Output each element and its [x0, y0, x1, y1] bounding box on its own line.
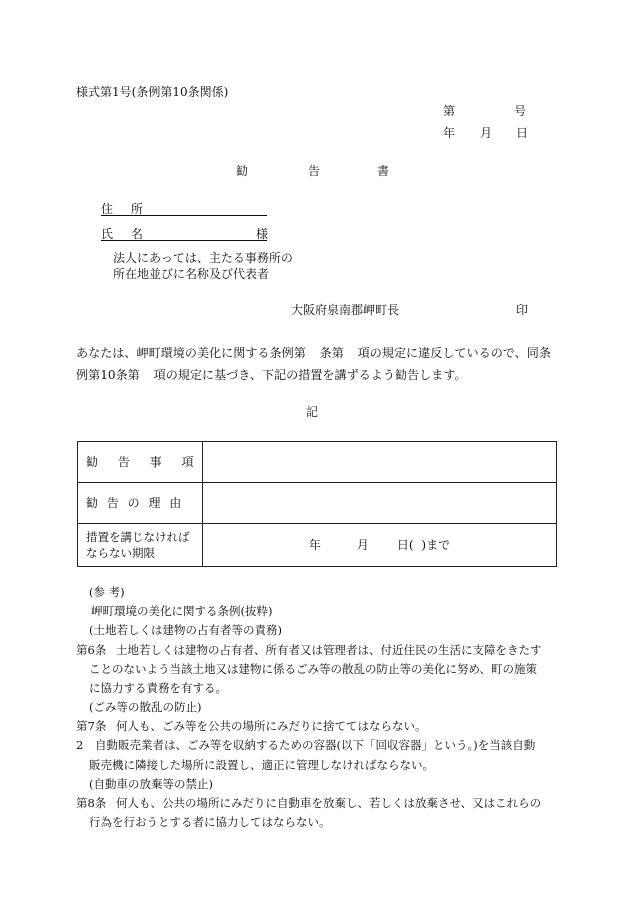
sec6-line2: ことのないよう当該土地又は建物に係るごみ等の散乱の防止等の美化に努め、町の施策 [89, 662, 538, 676]
corp-note-line2: 所在地並びに名称及び代表者 [113, 267, 270, 281]
sec7-2-line1: 2 自動販売業者は、ごみ等を収納するための容器(以下「回収容器」という。)を当該自動 [76, 738, 536, 752]
row-value-reason [203, 483, 557, 524]
form-number: 様式第1号(条例第10条関係) [76, 85, 229, 99]
deadline-month: 月 [356, 538, 369, 552]
address-label: 住 所 [101, 202, 143, 216]
sec8-line1: 第8条 何人も、公共の場所にみだりに自動車を放棄し、若しくは放棄させ、又はこれらの [76, 796, 542, 810]
date-year: 年 [443, 126, 456, 140]
table-row [78, 524, 557, 567]
reference-heading: (参 考) [89, 585, 125, 599]
row-value-deadline [203, 524, 557, 567]
sec6-caption: (土地若しくは建物の占有者等の責務) [89, 623, 282, 637]
table-row [78, 483, 557, 524]
doc-number-prefix: 第 [443, 104, 456, 118]
ordinance-title: 岬町環境の美化に関する条例(抜粋) [91, 604, 273, 618]
body-text-line2: 例第10条第 項の規定に基づき、下記の措置を講ずるよう勧告します。 [76, 368, 467, 382]
sec7-caption: (ごみ等の散乱の防止) [89, 700, 202, 714]
date-day: 日 [516, 126, 529, 140]
sec7-2-line2: 販売機に隣接した場所に設置し、適正に管理しなければならない。 [89, 758, 434, 772]
seal-mark: 印 [516, 303, 529, 317]
deadline-year: 年 [308, 538, 321, 552]
document-title-part3: 書 [377, 164, 390, 178]
name-label: 氏 名 [101, 227, 143, 241]
sec8-caption: (自動車の放棄等の禁止) [89, 777, 213, 791]
deadline-day-until: 日( )まで [396, 538, 451, 552]
sec7-line1: 第7条 何人も、ごみ等を公共の場所にみだりに捨ててはならない。 [76, 719, 427, 733]
body-text-line1: あなたは、岬町環境の美化に関する条例第 条第 項の規定に違反しているので、同条 [76, 346, 551, 360]
doc-number-suffix: 号 [514, 104, 527, 118]
row-value-items [203, 442, 557, 483]
address-underline [101, 215, 267, 216]
corp-note-line1: 法人にあっては、主たる事務所の [113, 251, 293, 265]
row-label-deadline: 措置を講じなければならない期限 [78, 524, 203, 567]
document-title-part2: 告 [308, 164, 321, 178]
sec6-line1: 第6条 土地若しくは建物の占有者、所有者又は管理者は、付近住民の生活に支障をきたす [76, 643, 542, 657]
name-underline [101, 240, 267, 241]
date-month: 月 [480, 126, 493, 140]
table-row [78, 442, 557, 483]
recommendation-table [77, 441, 557, 567]
sec6-line3: に協力する責務を有する。 [89, 681, 227, 695]
row-label-reason: 勧 告 の 理 由 [78, 483, 203, 524]
row-label-items: 勧 告 事 項 [78, 442, 203, 483]
document-title-part1: 勧 [236, 164, 249, 178]
honorific: 様 [256, 227, 269, 241]
ki-heading: 記 [306, 405, 319, 419]
sec8-line2: 行為を行おうとする者に協力してはならない。 [89, 815, 331, 829]
issuer-name: 大阪府泉南郡岬町長 [291, 303, 400, 317]
